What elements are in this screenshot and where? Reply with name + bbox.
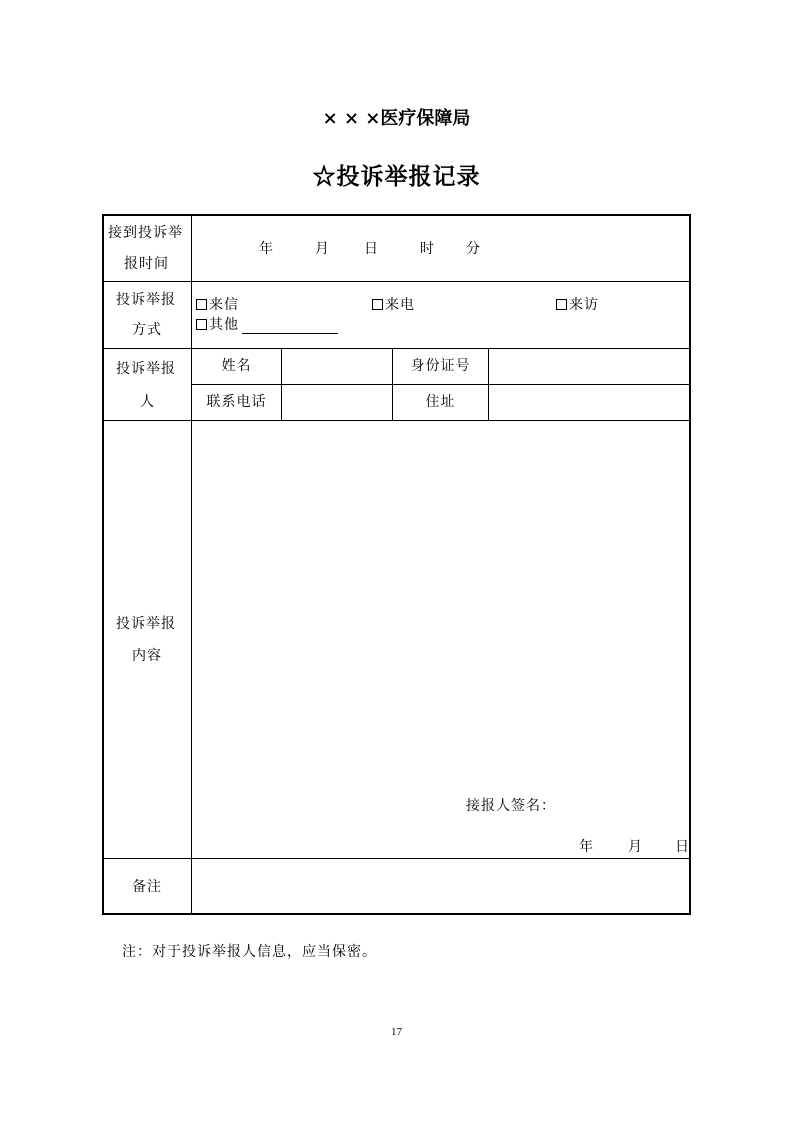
letter-checkbox[interactable] [196, 299, 207, 310]
content-label-line2: 内容 [132, 648, 162, 664]
name-input-cell[interactable] [282, 349, 392, 384]
address-label: 住址 [425, 394, 456, 410]
organization-heading: × × ×医疗保障局 [322, 108, 471, 129]
phone-input-cell[interactable] [282, 385, 392, 420]
page-number: 17 [391, 1026, 402, 1038]
received-time-label-line2: 报时间 [124, 256, 169, 272]
option-letter[interactable] [196, 298, 239, 312]
page-title: ☆投诉举报记录 [312, 163, 481, 190]
address-input-cell[interactable] [489, 385, 690, 420]
month-label: 月 [315, 241, 330, 257]
signature-label: 接报人签名： [466, 798, 556, 814]
remarks-input-cell[interactable] [192, 859, 690, 914]
method-label-line2: 方式 [132, 322, 162, 338]
content-input-area[interactable] [192, 421, 690, 791]
id-number-input-cell[interactable] [489, 349, 690, 384]
other-fill-in-line[interactable] [242, 333, 338, 334]
option-letter-label: 来信 [209, 297, 239, 313]
received-time-label-line1: 接到投诉举 [108, 225, 183, 241]
year-label: 年 [259, 241, 274, 257]
confidentiality-note: 注：对于投诉举报人信息，应当保密。 [122, 944, 377, 960]
minute-label: 分 [466, 241, 481, 257]
option-visit-label: 来访 [569, 297, 599, 313]
option-phone[interactable] [372, 298, 415, 312]
hour-label: 时 [420, 241, 435, 257]
option-other-label: 其他 [209, 317, 239, 333]
option-visit[interactable] [556, 298, 599, 312]
name-label: 姓名 [221, 358, 252, 374]
method-label-line1: 投诉举报 [116, 292, 176, 308]
signature-month-label: 月 [628, 839, 643, 855]
phone-checkbox[interactable] [372, 299, 383, 310]
remarks-label: 备注 [132, 879, 162, 895]
complainant-label-line2: 人 [140, 394, 155, 410]
other-checkbox[interactable] [196, 319, 207, 330]
signature-year-label: 年 [579, 839, 594, 855]
option-other[interactable] [196, 318, 239, 332]
visit-checkbox[interactable] [556, 299, 567, 310]
id-number-label: 身份证号 [410, 358, 471, 374]
day-label: 日 [364, 241, 379, 257]
content-label-line1: 投诉举报 [116, 616, 176, 632]
signature-day-label: 日 [675, 839, 690, 855]
option-phone-label: 来电 [385, 297, 415, 313]
complainant-label-line1: 投诉举报 [116, 361, 176, 377]
phone-label: 联系电话 [206, 394, 267, 410]
